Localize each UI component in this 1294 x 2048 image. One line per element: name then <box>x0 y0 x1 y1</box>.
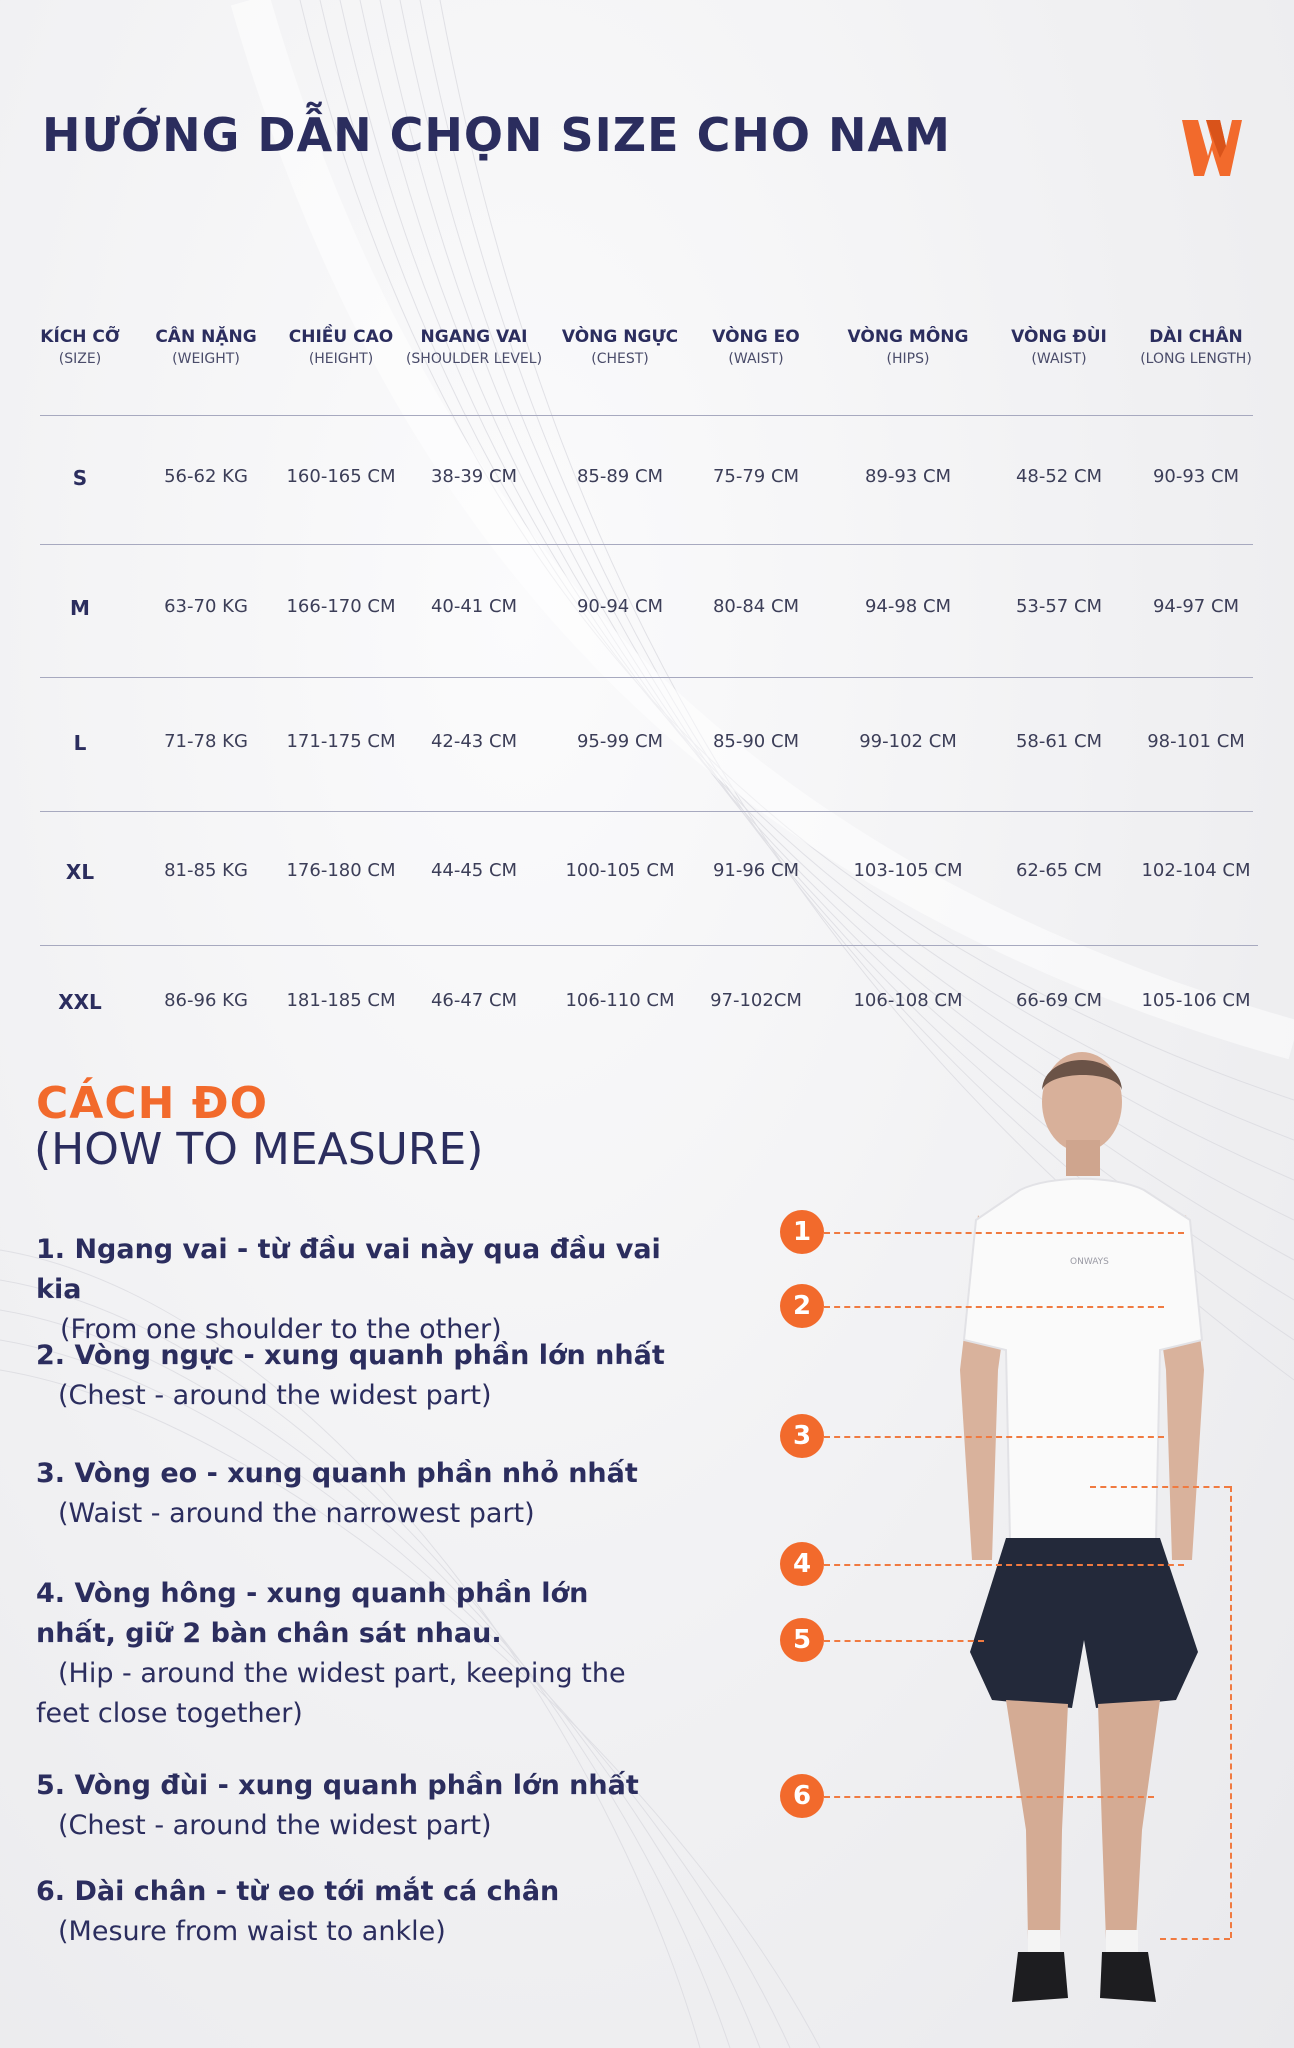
measure-item-title: 6. Dài chân - từ eo tới mắt cá chân <box>36 1876 560 1907</box>
table-cell: 66-69 CM <box>1015 990 1103 1011</box>
table-cell: 181-185 CM <box>286 990 396 1011</box>
table-cell: 106-108 CM <box>853 990 963 1011</box>
table-cell: 89-93 CM <box>864 466 952 487</box>
table-header-sublabel: (WAIST) <box>1031 351 1087 367</box>
page-title: HƯỚNG DẪN CHỌN SIZE CHO NAM <box>42 108 951 162</box>
measure-guide-line <box>824 1232 1184 1234</box>
table-divider <box>40 811 1253 812</box>
table-cell: 56-62 KG <box>164 466 248 487</box>
table-cell: 91-96 CM <box>712 860 800 881</box>
table-header-sublabel: (WEIGHT) <box>172 351 240 367</box>
measure-guide-line <box>1160 1938 1230 1940</box>
measure-item <box>36 1454 696 1534</box>
measure-item <box>36 1766 696 1846</box>
measure-item-desc: (Hip - around the widest part, keeping the feet close together) <box>36 1658 626 1729</box>
measure-item-title: 2. Vòng ngực - xung quanh phần lớn nhất <box>36 1340 665 1371</box>
table-header-label: VÒNG ĐÙI <box>1011 327 1107 347</box>
table-cell: 81-85 KG <box>164 860 248 881</box>
measure-item-desc: (Mesure from waist to ankle) <box>58 1916 446 1947</box>
measure-item-title: 5. Vòng đùi - xung quanh phần lớn nhất <box>36 1770 639 1801</box>
table-cell: 71-78 KG <box>164 731 248 752</box>
table-cell: 40-41 CM <box>430 596 518 617</box>
table-header-label: VÒNG NGỰC <box>561 327 679 347</box>
size-label: L <box>73 731 87 755</box>
measure-guide-line <box>1090 1486 1230 1488</box>
brand-logo <box>1180 118 1244 178</box>
table-cell: 176-180 CM <box>286 860 396 881</box>
table-divider <box>40 945 1258 946</box>
table-header-label: CÂN NẶNG <box>155 327 257 347</box>
table-cell: 48-52 CM <box>1015 466 1103 487</box>
table-divider <box>40 415 1253 416</box>
measure-badge: 3 <box>780 1414 824 1458</box>
table-cell: 80-84 CM <box>712 596 800 617</box>
measure-item <box>36 1574 676 1734</box>
table-cell: 99-102 CM <box>859 731 957 752</box>
model-figure <box>920 1040 1230 2020</box>
table-cell: 98-101 CM <box>1147 731 1245 752</box>
table-cell: 85-89 CM <box>576 466 664 487</box>
table-row <box>0 990 1294 1020</box>
measure-badge: 5 <box>780 1618 824 1662</box>
measure-badge: 4 <box>780 1542 824 1586</box>
table-cell: 44-45 CM <box>430 860 518 881</box>
table-cell: 105-106 CM <box>1141 990 1251 1011</box>
table-cell: 38-39 CM <box>430 466 518 487</box>
table-header-label: VÒNG MÔNG <box>847 327 969 347</box>
shirt-logo: ONWAYS <box>1070 1257 1109 1267</box>
measure-guide-line <box>824 1796 1154 1798</box>
table-divider <box>40 544 1253 545</box>
table-header-label: VÒNG EO <box>712 327 800 347</box>
table-header-sublabel: (SIZE) <box>58 351 102 367</box>
table-header-sublabel: (SHOULDER LEVEL) <box>405 351 543 367</box>
table-cell: 63-70 KG <box>164 596 248 617</box>
table-header-sublabel: (HIPS) <box>886 351 930 367</box>
table-cell: 62-65 CM <box>1015 860 1103 881</box>
table-cell: 97-102CM <box>710 990 802 1011</box>
table-cell: 94-98 CM <box>864 596 952 617</box>
measure-badge: 6 <box>780 1774 824 1818</box>
size-label: M <box>70 596 90 620</box>
table-cell: 90-94 CM <box>576 596 664 617</box>
measure-guide-line <box>824 1564 1184 1566</box>
measure-badge: 2 <box>780 1284 824 1328</box>
measure-item-desc: (Chest - around the widest part) <box>58 1810 492 1841</box>
table-cell: 85-90 CM <box>712 731 800 752</box>
measure-guide-line <box>824 1640 984 1642</box>
table-header-sublabel: (HEIGHT) <box>308 351 374 367</box>
measure-item-desc: (Waist - around the narrowest part) <box>58 1498 535 1529</box>
measure-item-title: 3. Vòng eo - xung quanh phần nhỏ nhất <box>36 1458 638 1489</box>
table-row <box>0 596 1294 626</box>
measure-guide-line <box>824 1306 1164 1308</box>
measure-item <box>36 1230 696 1350</box>
table-header-sublabel: (WAIST) <box>728 351 784 367</box>
table-header-label: NGANG VAI <box>420 327 528 347</box>
measure-item-title: 1. Ngang vai - từ đầu vai này qua đầu vai kia <box>36 1234 661 1305</box>
table-cell: 53-57 CM <box>1015 596 1103 617</box>
table-cell: 58-61 CM <box>1015 731 1103 752</box>
table-divider <box>40 677 1253 678</box>
table-row <box>0 466 1294 496</box>
measure-item-desc: (From one shoulder to the other) <box>60 1314 502 1345</box>
table-cell: 160-165 CM <box>286 466 396 487</box>
measure-item-desc: (Chest - around the widest part) <box>58 1380 492 1411</box>
table-cell: 166-170 CM <box>286 596 396 617</box>
table-cell: 171-175 CM <box>286 731 396 752</box>
table-cell: 42-43 CM <box>430 731 518 752</box>
table-cell: 90-93 CM <box>1152 466 1240 487</box>
table-cell: 95-99 CM <box>576 731 664 752</box>
table-header-label: KÍCH CỠ <box>40 327 120 347</box>
table-header-cell <box>1106 326 1286 370</box>
table-cell: 46-47 CM <box>430 990 518 1011</box>
table-header-sublabel: (LONG LENGTH) <box>1140 351 1252 367</box>
table-header-label: DÀI CHÂN <box>1149 327 1243 347</box>
table-cell: 103-105 CM <box>853 860 963 881</box>
table-cell: 100-105 CM <box>565 860 675 881</box>
measure-item <box>36 1336 696 1416</box>
size-label: XXL <box>58 990 102 1014</box>
table-cell: 106-110 CM <box>565 990 675 1011</box>
table-header-label: CHIỀU CAO <box>288 327 394 347</box>
measure-item-title: 4. Vòng hông - xung quanh phần lớn nhất, giữ 2 bàn chân sát nhau. <box>36 1578 589 1649</box>
table-cell: 94-97 CM <box>1152 596 1240 617</box>
measure-guide-line <box>824 1436 1164 1438</box>
leg-length-guide <box>1230 1486 1232 1938</box>
table-header-sublabel: (CHEST) <box>591 351 649 367</box>
how-to-measure-title: CÁCH ĐO <box>36 1078 269 1129</box>
table-row <box>0 860 1294 890</box>
table-cell: 86-96 KG <box>164 990 248 1011</box>
table-cell: 75-79 CM <box>712 466 800 487</box>
table-row <box>0 731 1294 761</box>
table-cell: 102-104 CM <box>1141 860 1251 881</box>
measure-badge: 1 <box>780 1210 824 1254</box>
size-label: S <box>72 466 88 490</box>
measure-item <box>36 1872 696 1952</box>
how-to-measure-subtitle: (HOW TO MEASURE) <box>34 1124 484 1175</box>
size-label: XL <box>65 860 95 884</box>
